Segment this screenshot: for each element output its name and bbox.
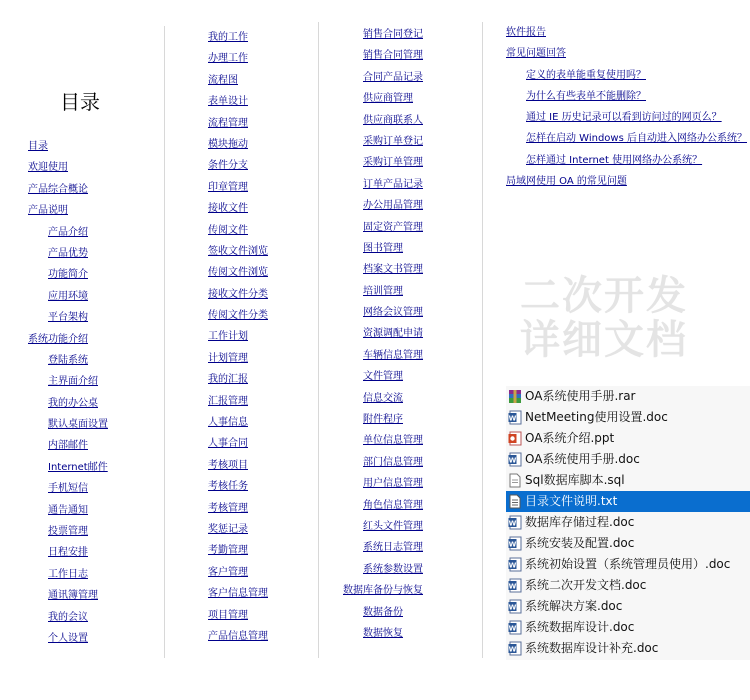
toc-column-3	[343, 24, 423, 644]
file-item[interactable]	[506, 428, 750, 449]
toc-link[interactable]: 常见问题回答	[506, 48, 566, 60]
toc-link[interactable]: 采购订单登记	[363, 135, 423, 147]
toc-link[interactable]: 单位信息管理	[363, 435, 423, 447]
file-item[interactable]	[506, 575, 750, 596]
toc-link[interactable]: 订单产品记录	[363, 178, 423, 190]
word-doc-icon	[508, 536, 522, 551]
toc-link[interactable]: 办理工作	[208, 53, 248, 65]
column-divider	[318, 22, 319, 658]
file-item[interactable]	[506, 533, 750, 554]
word-doc-icon	[508, 515, 522, 530]
word-doc-icon	[508, 410, 522, 425]
svg-text:W: W	[508, 519, 517, 528]
toc-link[interactable]: 功能简介	[48, 269, 88, 281]
toc-link[interactable]: 默认桌面设置	[48, 419, 108, 431]
sql-file-icon	[508, 473, 522, 488]
toc-link[interactable]: 条件分支	[208, 160, 248, 172]
toc-link[interactable]: 网络会议管理	[363, 307, 423, 319]
rar-archive-icon	[508, 389, 522, 404]
toc-link[interactable]: 内部邮件	[48, 440, 88, 452]
toc-link[interactable]: 部门信息管理	[363, 456, 423, 468]
toc-link[interactable]: 红头文件管理	[363, 520, 423, 532]
watermark-line-2: 详细文档	[520, 317, 688, 363]
file-item[interactable]	[506, 617, 750, 638]
toc-link[interactable]: 数据库备份与恢复	[343, 585, 423, 597]
file-item[interactable]	[506, 491, 750, 512]
watermark	[520, 274, 688, 362]
toc-title: 目录	[60, 90, 100, 114]
file-name: 系统二次开发文档.doc	[525, 578, 647, 592]
word-doc-icon	[508, 557, 522, 572]
toc-column-4	[506, 22, 747, 192]
toc-link[interactable]: 办公用品管理	[363, 200, 423, 212]
word-doc-icon	[508, 452, 522, 467]
svg-text:W: W	[508, 624, 517, 633]
toc-link[interactable]: 我的工作	[208, 32, 248, 43]
toc-link[interactable]: 固定资产管理	[363, 221, 423, 233]
toc-link[interactable]: 工作日志	[48, 568, 88, 580]
file-item[interactable]	[506, 449, 750, 470]
toc-link[interactable]: 数据备份	[363, 606, 403, 618]
toc-link[interactable]: 产品介绍	[48, 226, 88, 238]
toc-link[interactable]: Internet邮件	[48, 461, 108, 473]
toc-column-2	[208, 27, 268, 647]
word-doc-icon	[508, 641, 522, 656]
toc-link[interactable]: 流程管理	[208, 117, 248, 129]
column-divider	[482, 22, 483, 658]
toc-link[interactable]: 销售合同管理	[363, 50, 423, 62]
toc-link[interactable]: 表单设计	[208, 96, 248, 108]
file-name: 系统安装及配置.doc	[525, 536, 635, 550]
toc-link[interactable]: 传阅文件浏览	[208, 267, 268, 279]
file-name: OA系统介绍.ppt	[525, 431, 615, 445]
toc-link[interactable]: 接收文件	[208, 203, 248, 215]
toc-link[interactable]: 模块拖动	[208, 138, 248, 150]
toc-link[interactable]: 奖惩记录	[208, 523, 248, 535]
powerpoint-icon	[508, 431, 522, 446]
toc-link[interactable]: 系统参数设置	[363, 563, 423, 575]
toc-link[interactable]: 计划管理	[208, 352, 248, 364]
toc-link[interactable]: 我的办公桌	[48, 397, 98, 409]
toc-link[interactable]: 项目管理	[208, 609, 248, 621]
file-name: 系统数据库设计.doc	[525, 620, 635, 634]
toc-link[interactable]: 考核管理	[208, 502, 248, 514]
toc-link[interactable]: 汇报管理	[208, 395, 248, 407]
file-item[interactable]	[506, 512, 750, 533]
toc-link[interactable]: 应用环境	[48, 290, 88, 302]
file-name: OA系统使用手册.rar	[525, 389, 636, 403]
toc-link[interactable]: 流程图	[208, 74, 238, 86]
toc-link[interactable]: 平台架构	[48, 312, 88, 324]
toc-link[interactable]: 为什么有些表单不能删除？	[526, 90, 646, 102]
toc-link[interactable]: 考核任务	[208, 481, 248, 493]
toc-link[interactable]: 登陆系统	[48, 354, 88, 366]
toc-link[interactable]: 产品说明	[28, 205, 68, 217]
toc-link[interactable]: 手机短信	[48, 483, 88, 495]
file-item[interactable]	[506, 554, 750, 575]
word-doc-icon	[508, 620, 522, 635]
text-file-icon	[508, 494, 522, 509]
toc-link[interactable]: 供应商管理	[363, 93, 413, 105]
svg-text:W: W	[508, 561, 517, 570]
toc-link[interactable]: 传阅文件分类	[208, 310, 268, 322]
toc-link[interactable]: 车辆信息管理	[363, 349, 423, 361]
toc-link[interactable]: 档案文书管理	[363, 264, 423, 276]
svg-text:W: W	[508, 603, 517, 612]
toc-link[interactable]: 人事信息	[208, 417, 248, 429]
toc-link[interactable]: 角色信息管理	[363, 499, 423, 511]
file-name: NetMeeting使用设置.doc	[525, 410, 668, 424]
toc-link[interactable]: 采购订单管理	[363, 157, 423, 169]
file-item[interactable]	[506, 470, 750, 491]
toc-link[interactable]: 考勤管理	[208, 545, 248, 557]
toc-link[interactable]: 销售合同登记	[363, 29, 423, 40]
file-list	[506, 386, 750, 660]
toc-link[interactable]: 通过 IE 历史记录可以看到访问过的网页么？	[526, 112, 722, 124]
toc-link[interactable]: 工作计划	[208, 331, 248, 343]
file-name: 目录文件说明.txt	[525, 494, 618, 508]
toc-link[interactable]: 客户管理	[208, 566, 248, 578]
svg-text:W: W	[508, 414, 517, 423]
toc-link[interactable]: 合同产品记录	[363, 71, 423, 83]
file-name: 系统解决方案.doc	[525, 599, 623, 613]
file-item[interactable]	[506, 386, 750, 407]
toc-link[interactable]: 产品优势	[48, 247, 88, 259]
toc-link[interactable]: 供应商联系人	[363, 114, 423, 126]
toc-link[interactable]: 目录	[28, 141, 48, 152]
toc-link[interactable]: 考核项目	[208, 459, 248, 471]
column-divider	[164, 26, 165, 658]
toc-link[interactable]: 定义的表单能重复使用吗？	[526, 69, 646, 81]
toc-link[interactable]: 系统功能介绍	[28, 333, 88, 345]
toc-link[interactable]: 签收文件浏览	[208, 245, 268, 257]
toc-link[interactable]: 我的会议	[48, 611, 88, 623]
word-doc-icon	[508, 599, 522, 614]
toc-link[interactable]: 软件报告	[506, 27, 546, 38]
toc-link[interactable]: 通讯簿管理	[48, 590, 98, 602]
toc-link[interactable]: 文件管理	[363, 371, 403, 383]
toc-link[interactable]: 产品综合概论	[28, 183, 88, 195]
toc-link[interactable]: 信息交流	[363, 392, 403, 404]
file-item[interactable]	[506, 407, 750, 428]
svg-text:W: W	[508, 540, 517, 549]
toc-link[interactable]: 接收文件分类	[208, 288, 268, 300]
file-item[interactable]	[506, 638, 750, 659]
toc-link[interactable]: 用户信息管理	[363, 478, 423, 490]
file-name: 系统数据库设计补充.doc	[525, 641, 659, 655]
svg-text:W: W	[508, 582, 517, 591]
toc-link[interactable]: 我的汇报	[208, 374, 248, 386]
file-name: OA系统使用手册.doc	[525, 452, 640, 466]
toc-link[interactable]: 产品信息管理	[208, 630, 268, 642]
toc-link[interactable]: 主界面介绍	[48, 376, 98, 388]
word-doc-icon	[508, 578, 522, 593]
toc-link[interactable]: 资源调配申请	[363, 328, 423, 340]
toc-link[interactable]: 系统日志管理	[363, 542, 423, 554]
toc-link[interactable]: 附件程序	[363, 414, 403, 426]
toc-link[interactable]: 图书管理	[363, 242, 403, 254]
toc-link[interactable]: 培训管理	[363, 285, 403, 297]
toc-link[interactable]: 数据恢复	[363, 627, 403, 639]
toc-link[interactable]: 客户信息管理	[208, 588, 268, 600]
toc-link[interactable]: 怎样通过 Internet 使用网络办公系统？	[526, 154, 703, 166]
toc-link[interactable]: 个人设置	[48, 632, 88, 644]
toc-link[interactable]: 欢迎使用	[28, 162, 68, 174]
toc-link[interactable]: 人事合同	[208, 438, 248, 450]
file-name: 数据库存储过程.doc	[525, 515, 635, 529]
toc-link[interactable]: 印章管理	[208, 181, 248, 193]
toc-column-1	[28, 136, 108, 649]
svg-text:W: W	[508, 456, 517, 465]
toc-link[interactable]: 传阅文件	[208, 224, 248, 236]
toc-link[interactable]: 局域网使用 OA 的常见问题	[506, 176, 627, 188]
toc-link[interactable]: 日程安排	[48, 547, 88, 559]
toc-link[interactable]: 投票管理	[48, 526, 88, 538]
file-name: 系统初始设置（系统管理员使用）.doc	[525, 557, 731, 571]
toc-link[interactable]: 通告通知	[48, 504, 88, 516]
file-name: Sql数据库脚本.sql	[525, 473, 625, 487]
svg-text:W: W	[508, 645, 517, 654]
file-item[interactable]	[506, 596, 750, 617]
watermark-line-1: 二次开发	[520, 273, 688, 319]
toc-link[interactable]: 怎样在启动 Windows 后自动进入网络办公系统？	[526, 133, 747, 145]
